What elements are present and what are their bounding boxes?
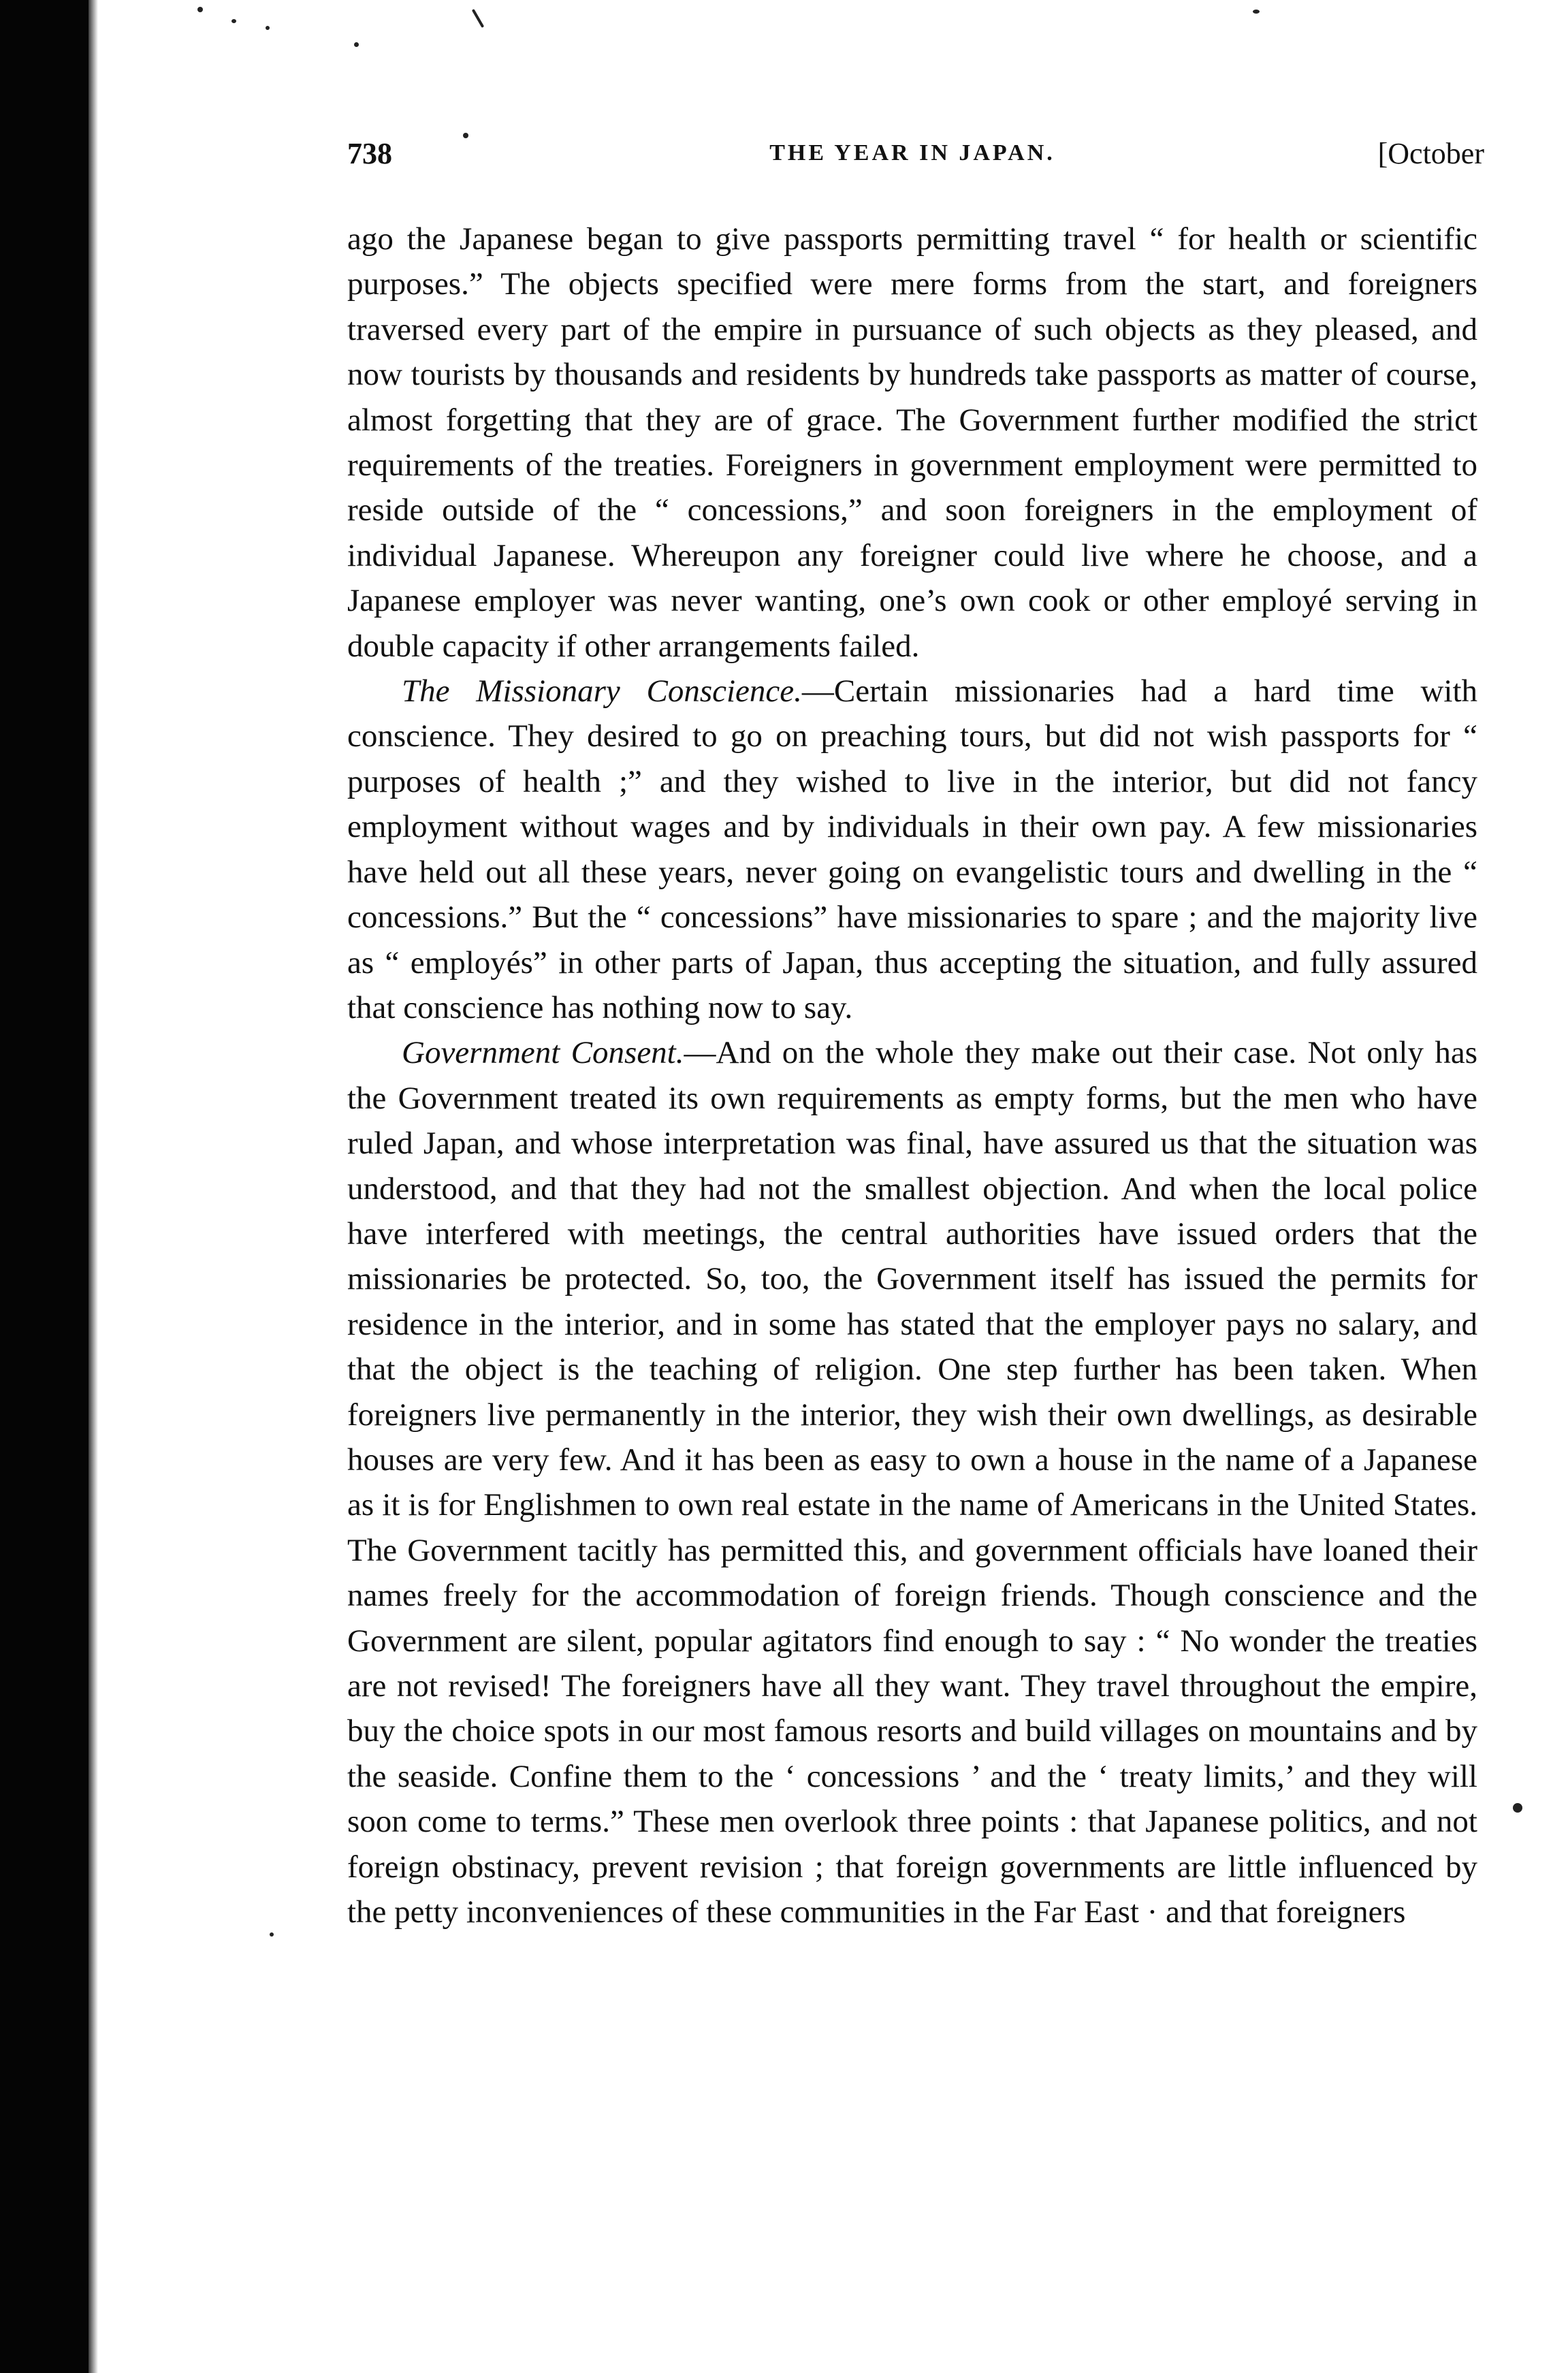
scan-speck <box>197 7 203 12</box>
paragraph-missionary-conscience <box>347 669 1477 1030</box>
section-heading-missionary-conscience: The Missionary Conscience. <box>402 673 802 710</box>
paragraph-text: —Certain missionaries had a hard time with conscience. They desired to go on preaching tours, but did not wish passports for “ purposes of health ;” and they wished to live in the interior, but did not fancy employment without wages and by individuals in their own pay. A few missionaries have held out all these years, never going on evangelistic tours and dwelling in the “ concessions.” But the “ concessions” have missionaries to spare ; and the majority live as “ employés” in other parts of Japan, thus accepting the situation, and fully assured that conscience has nothing now to say. <box>347 673 1477 1025</box>
scan-dark-edge <box>0 0 89 2373</box>
scan-speck <box>472 9 484 28</box>
paragraph-government-consent <box>347 1030 1477 1934</box>
scan-edge-shadow <box>89 0 98 2373</box>
scan-speck <box>1253 10 1260 14</box>
scan-speck <box>1513 1803 1522 1813</box>
book-page <box>340 136 1484 2315</box>
running-month: [October <box>1377 137 1484 170</box>
running-title: THE YEAR IN JAPAN. <box>769 140 1055 165</box>
paragraph-text: ago the Japanese began to give passports permitting travel “ for health or scientific purposes.” The objects specified were mere forms from the start, and foreigners traversed every part of the empire in pursuance of such objects as they pleased, and now tourists by thousands and residents by hundreds take passports as matter of course, almost forgetting that they are of grace. The Government further modified the strict requirements of the treaties. Foreigners in government employment were permitted to reside outside of the “ concessions,” and soon foreigners in the employment of individual Japanese. Whereupon any foreigner could live where he choose, and a Japanese employer was never wanting, one’s own cook or other employé serving in double capacity if other arrangements failed. <box>347 221 1477 664</box>
paragraph-text: —And on the whole they make out their case. Not only has the Government treated its own requirements as empty forms, but the men who have ruled Japan, and whose interpretation was final, have assured us that the situation was understood, and that they had not the smallest objection. And when the local police have interfered with meetings, the central authorities have issued orders that the missionaries be protected. So, too, the Government itself has issued the permits for residence in the interior, and in some has stated that the employer pays no salary, and that the object is the teaching of religion. One step further has been taken. When foreigners live permanently in the interior, they wish their own dwellings, as desirable houses are very few. And it has been as easy to own a house in the name of a Japanese as it is for Englishmen to own real estate in the name of Americans in the United States. The Government tacitly has permitted this, and government officials have loaned their names freely for the accommodation of foreign friends. Though conscience and the Government are silent, popular agitators find enough to say : “ No wonder the treaties are not revised! The foreigners have all they want. They travel throughout the empire, buy the choice spots in our most famous resorts and build villages on mountains and by the seaside. Confine them to the ‘ concessions ’ and the ‘ treaty limits,’ and they will soon come to terms.” These men overlook three points : that Japanese politics, and not foreign obstinacy, prevent revision ; that foreign governments are little influenced by the petty inconveniences of these communities in the Far East · and that foreigners <box>347 1035 1477 1930</box>
body-text <box>347 217 1477 1934</box>
scan-speck <box>270 1932 274 1937</box>
running-head <box>340 136 1484 177</box>
scan-speck <box>354 42 359 47</box>
scan-speck <box>266 26 270 30</box>
section-heading-government-consent: Government Consent. <box>402 1035 684 1071</box>
scan-speck <box>231 19 236 23</box>
page-number: 738 <box>347 137 392 170</box>
paragraph-passports <box>347 217 1477 669</box>
